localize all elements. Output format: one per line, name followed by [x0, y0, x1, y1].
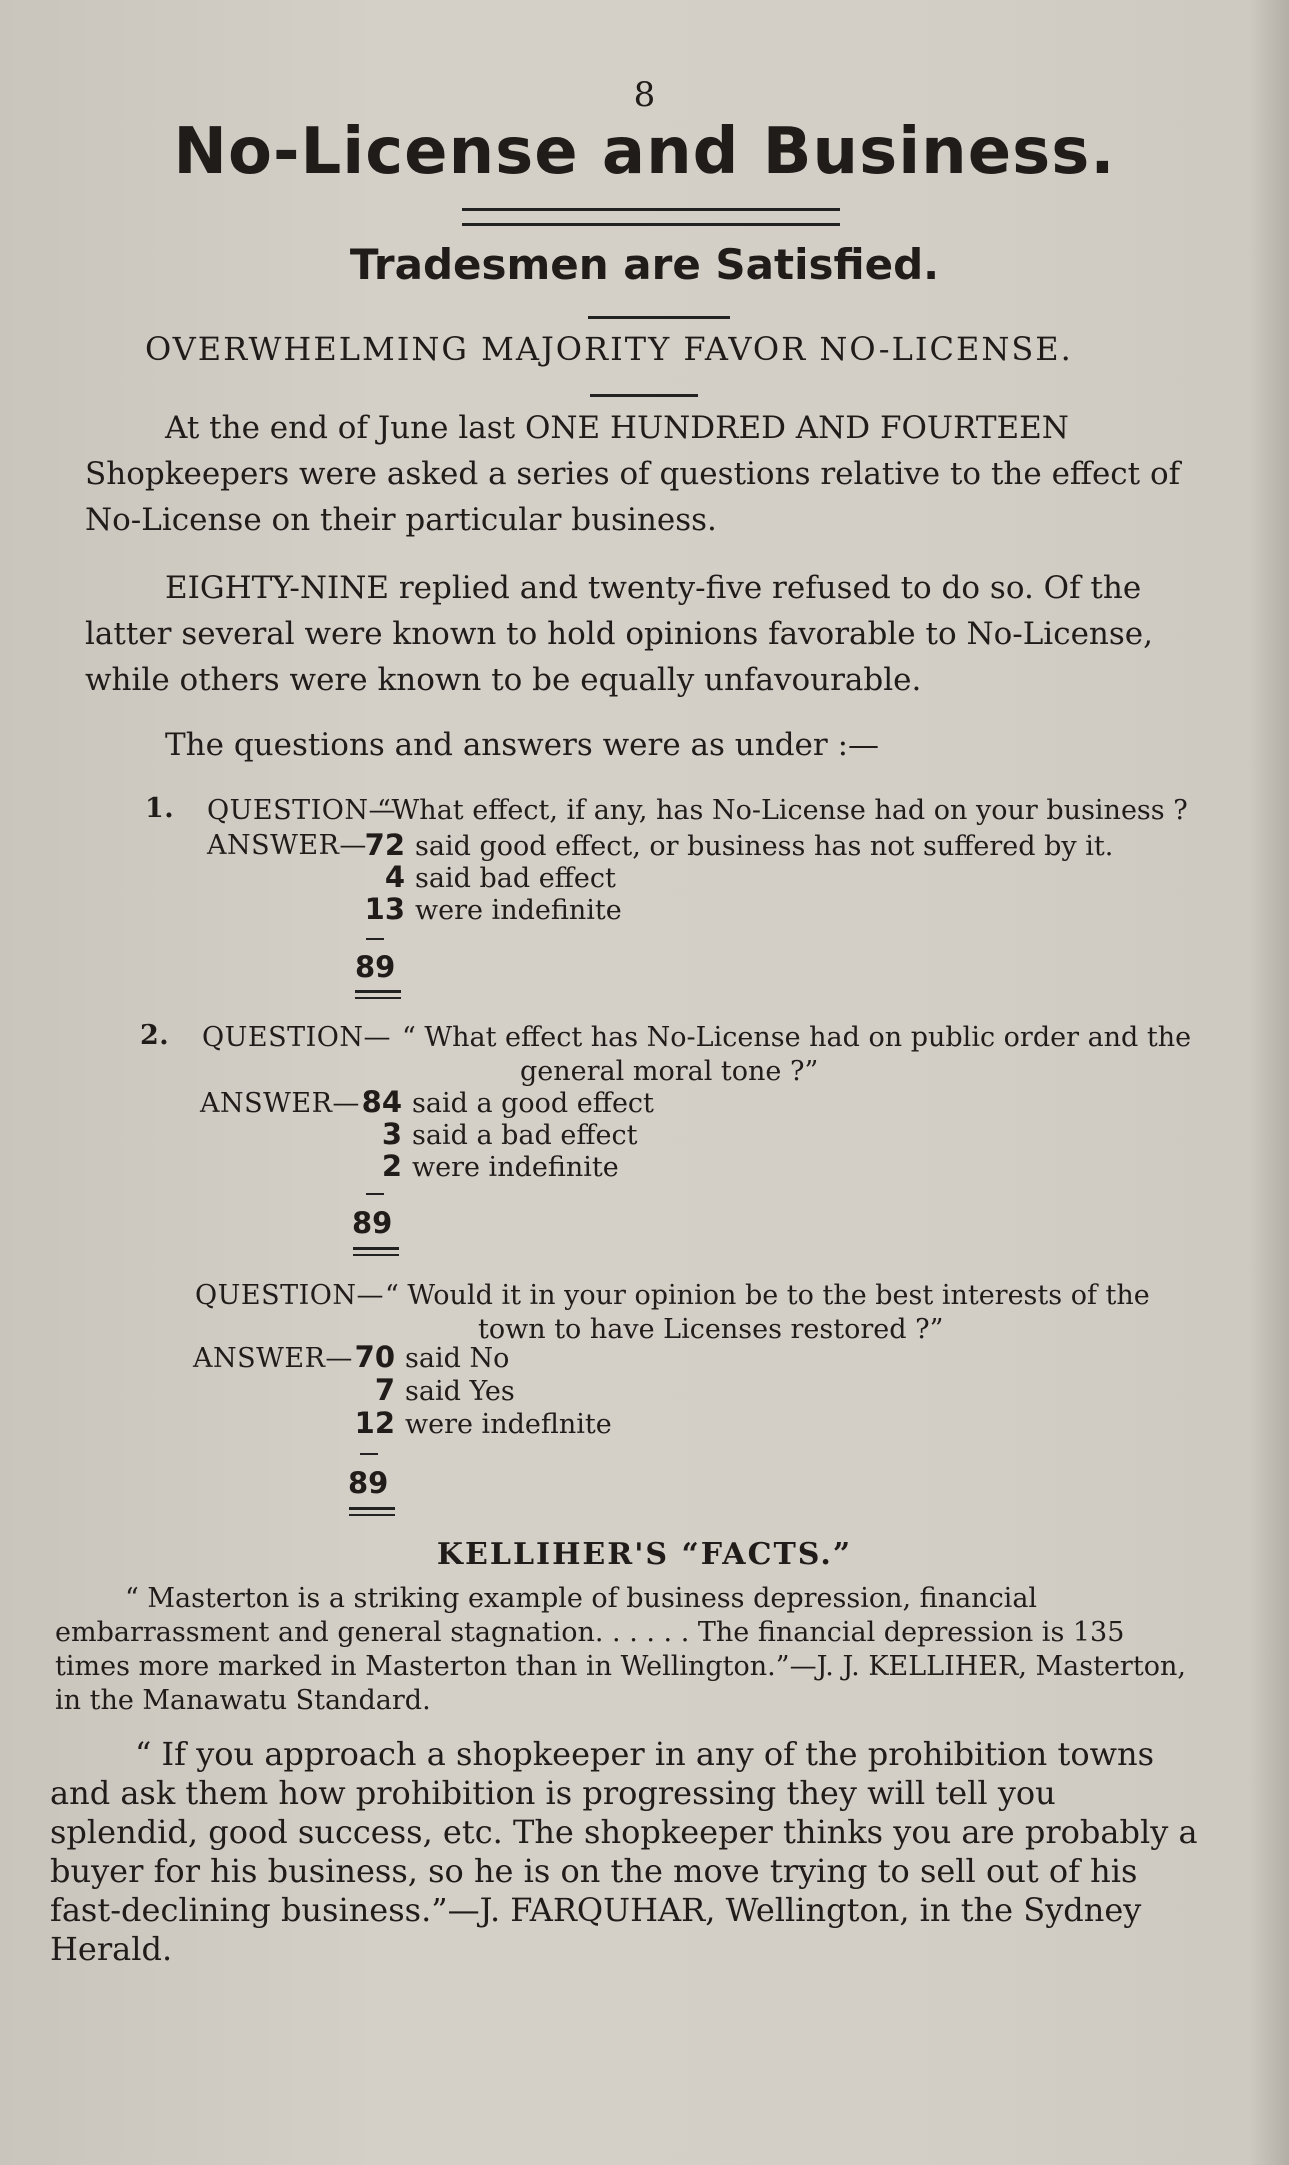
answer-text: were indefinite — [415, 895, 622, 926]
answer-total: 89 — [348, 1466, 389, 1500]
answer-count: 72 — [364, 828, 405, 862]
answer-count: 7 — [374, 1373, 395, 1407]
page-title: No-License and Business. — [173, 115, 1116, 189]
question-label: QUESTION— — [207, 795, 397, 826]
intro-paragraph: At the end of June last ONE HUNDRED AND FOURTEEN Shopkeepers were asked a series of questions relative to the effect of No-License on their particular business. — [85, 410, 1181, 538]
answer-count: 12 — [354, 1406, 395, 1440]
subtitle-rule — [588, 316, 730, 319]
quote-kelliher: “ Masterton is a striking example of business depression, financial embarrassment and general stagnation. . . . . . The financial depression is 135 times more marked in Masterton than in Wellington.”—J. J. KELLIHER, Masterton, in the Manawatu Standard. — [55, 1583, 1186, 1716]
subtitle: Tradesmen are Satisfied. — [349, 240, 940, 289]
answer-total: 89 — [355, 950, 396, 984]
page-shadow — [1249, 0, 1289, 2165]
title-double-rule — [462, 208, 840, 226]
answer-label: ANSWER— — [207, 830, 367, 861]
answer-text: said good effect, or business has not suffered by it. — [415, 831, 1114, 862]
answer-text: said a bad effect — [412, 1120, 638, 1151]
sum-dash — [366, 1193, 384, 1195]
facts-heading: KELLIHER'S “FACTS.” — [436, 1537, 853, 1572]
banner-rule — [590, 394, 698, 397]
question-text: “What effect, if any, has No-License had on your business ? — [377, 795, 1188, 826]
answer-count: 84 — [361, 1085, 402, 1119]
sum-dash — [366, 938, 384, 940]
question-label: QUESTION— — [202, 1022, 392, 1053]
total-double-rule — [349, 1507, 395, 1516]
answer-count: 70 — [354, 1340, 395, 1374]
answer-text: were indeflnite — [405, 1409, 612, 1440]
question-number: 2. — [140, 1020, 170, 1051]
question-label: QUESTION— — [195, 1280, 385, 1311]
questions-intro: The questions and answers were as under :— — [165, 727, 880, 763]
banner-heading: OVERWHELMING MAJORITY FAVOR NO-LICENSE. — [145, 330, 1073, 368]
answer-total: 89 — [352, 1206, 393, 1240]
answer-count: 4 — [384, 860, 405, 894]
answer-label: ANSWER— — [193, 1343, 353, 1374]
answer-label: ANSWER— — [200, 1088, 360, 1119]
reply-paragraph: EIGHTY-NINE replied and twenty-five refused to do so. Of the latter several were known to hold opinions favorable to No-License, while others were known to be equally unfavourable. — [85, 570, 1154, 698]
question-text: “ Would it in your opinion be to the best interests of the — [385, 1280, 1150, 1311]
answer-text: were indefinite — [412, 1152, 619, 1183]
quote-farquhar: “ If you approach a shopkeeper in any of the prohibition towns and ask them how prohibition is progressing they will tell you splendid, good success, etc. The shopkeeper thinks you are probably a buyer for his business, so he is on the move trying to sell out of his fast-declining business.”—J. FARQUHAR, Wellington, in the Sydney Herald. — [50, 1735, 1198, 1968]
page-number: 8 — [633, 75, 656, 115]
answer-count: 2 — [381, 1149, 402, 1183]
question-text-cont: general moral tone ?” — [520, 1056, 819, 1087]
question-text-cont: town to have Licenses restored ?” — [478, 1314, 944, 1345]
sum-dash — [360, 1453, 378, 1455]
answer-text: said bad effect — [415, 863, 616, 894]
answer-text: said a good effect — [412, 1088, 654, 1119]
question-number: 1. — [145, 793, 175, 824]
total-double-rule — [353, 1247, 399, 1256]
answer-count: 13 — [364, 892, 405, 926]
answer-text: said No — [405, 1343, 510, 1374]
answer-count: 3 — [381, 1117, 402, 1151]
question-text: “ What effect has No-License had on public order and the — [402, 1022, 1192, 1053]
answer-text: said Yes — [405, 1376, 515, 1407]
total-double-rule — [355, 990, 401, 999]
